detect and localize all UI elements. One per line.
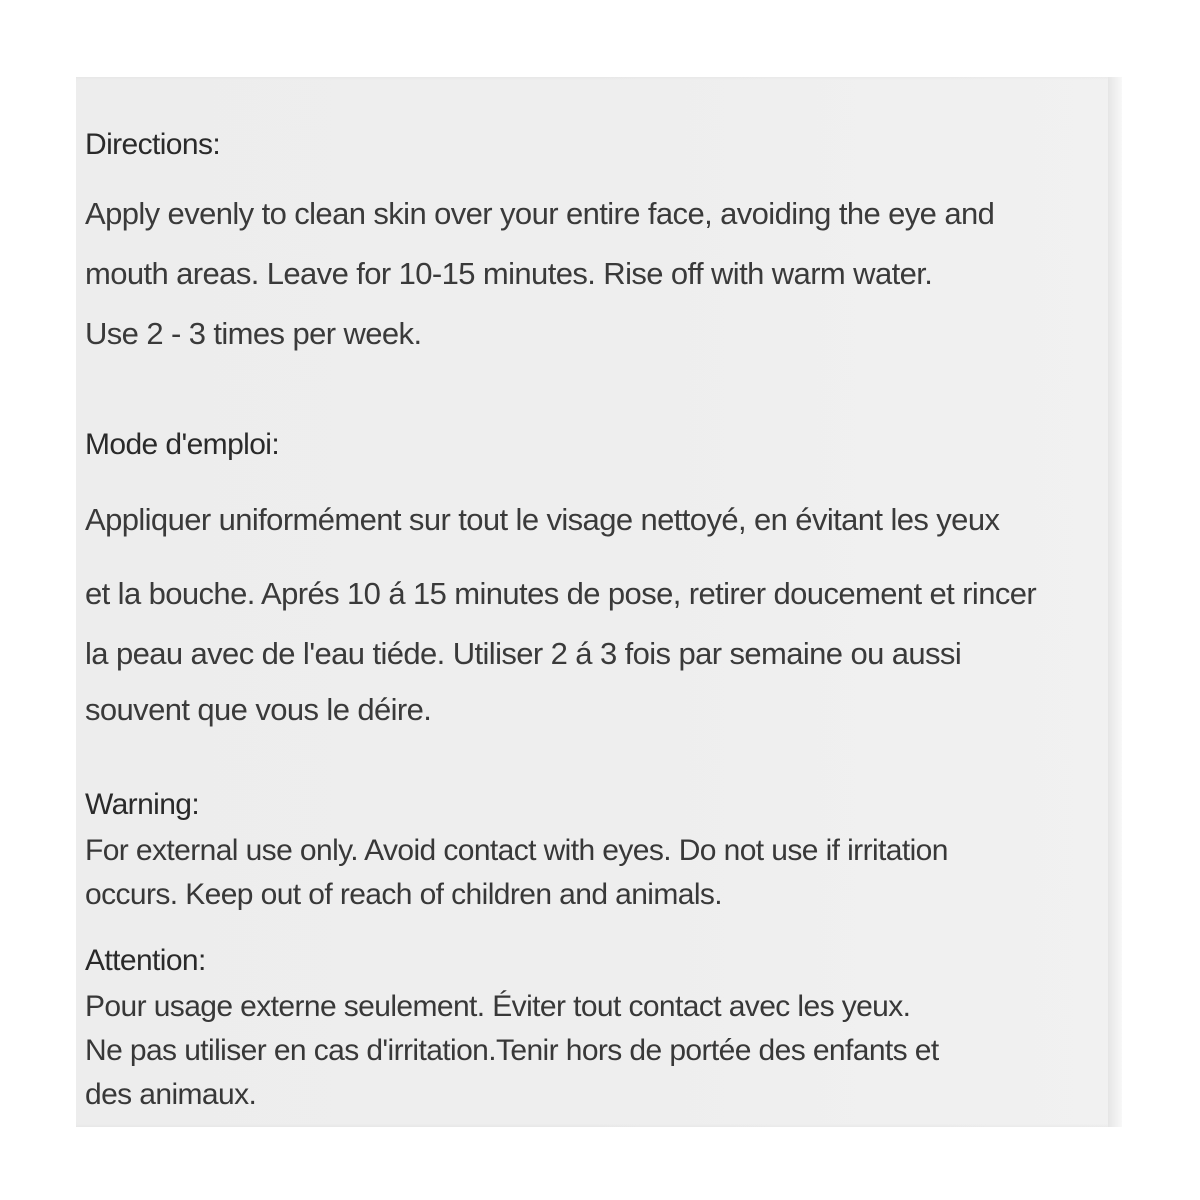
- panel-edge: [1108, 77, 1122, 1127]
- directions-line-2: mouth areas. Leave for 10-15 minutes. Rise off with warm water.: [85, 256, 933, 291]
- mode-emploi-heading: Mode d'emploi:: [85, 428, 280, 461]
- mode-emploi-line-1: Appliquer uniformément sur tout le visage nettoyé, en évitant les yeux: [85, 502, 1000, 537]
- directions-line-3: Use 2 - 3 times per week.: [85, 316, 422, 351]
- attention-line-2: Ne pas utiliser en cas d'irritation.Tenir hors de portée des enfants et: [85, 1034, 939, 1067]
- mode-emploi-line-3: la peau avec de l'eau tiéde. Utiliser 2 á 3 fois par semaine ou aussi: [85, 636, 962, 671]
- attention-line-3: des animaux.: [85, 1078, 257, 1111]
- warning-line-1: For external use only. Avoid contact with eyes. Do not use if irritation: [85, 834, 948, 867]
- warning-line-2: occurs. Keep out of reach of children and animals.: [85, 878, 723, 911]
- directions-heading: Directions:: [85, 128, 221, 161]
- mode-emploi-line-2: et la bouche. Aprés 10 á 15 minutes de pose, retirer doucement et rincer: [85, 576, 1037, 611]
- attention-line-1: Pour usage externe seulement. Éviter tout contact avec les yeux.: [85, 990, 911, 1023]
- directions-line-1: Apply evenly to clean skin over your entire face, avoiding the eye and: [85, 196, 995, 231]
- attention-heading: Attention:: [85, 944, 206, 977]
- mode-emploi-line-4: souvent que vous le déire.: [85, 692, 432, 727]
- warning-heading: Warning:: [85, 788, 200, 821]
